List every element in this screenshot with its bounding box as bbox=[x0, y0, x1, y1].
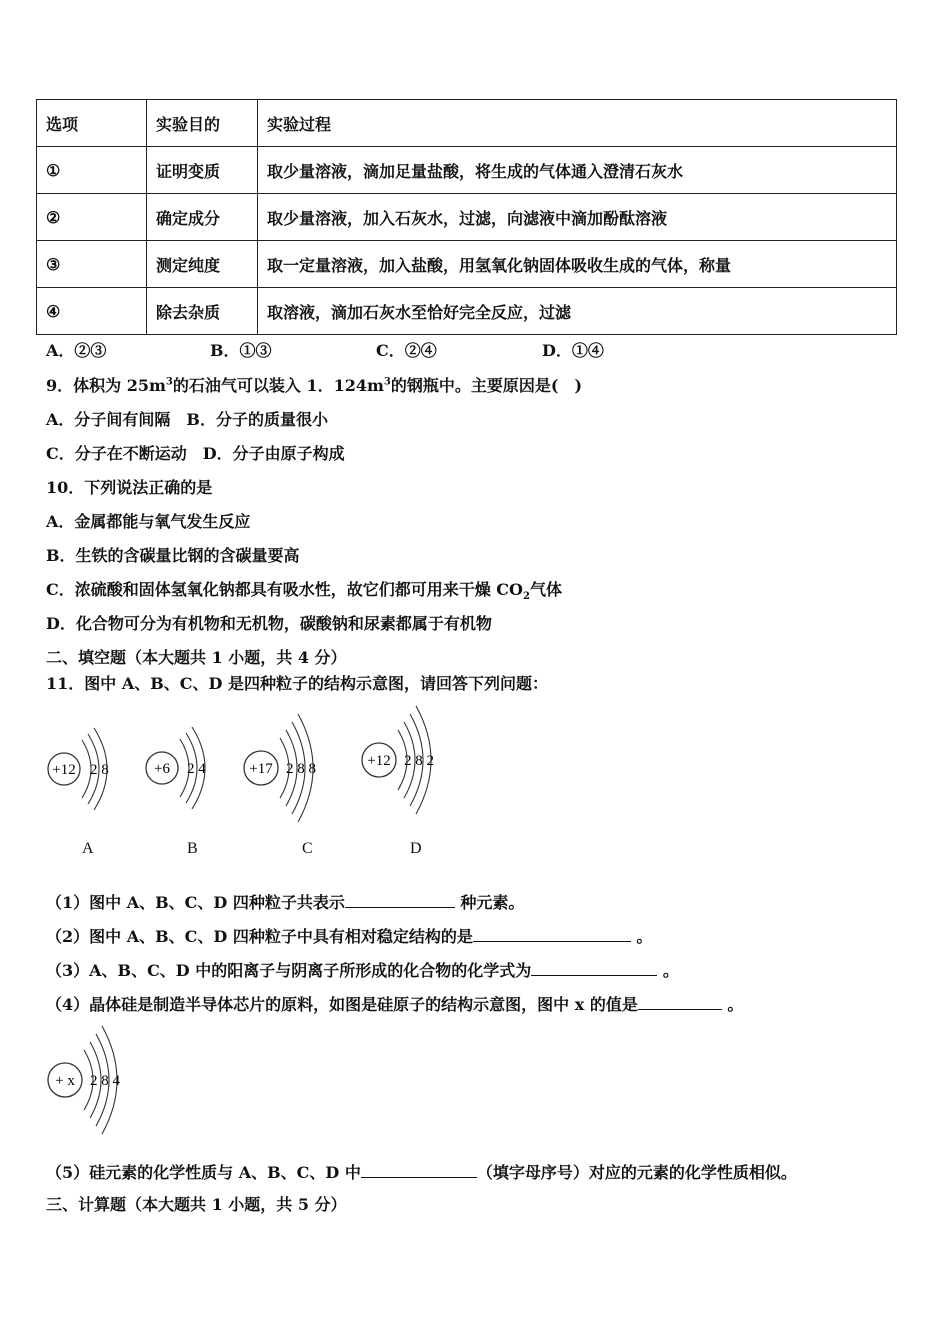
q11-part-4: （4）晶体硅是制造半导体芯片的原料，如图是硅原子的结构示意图，图中 x 的值是 。 bbox=[46, 995, 744, 1014]
table-cell: 确定成分 bbox=[147, 194, 258, 241]
q11-part-1: （1）图中 A、B、C、D 四种粒子共表示 种元素。 bbox=[46, 893, 525, 912]
table-cell: 除去杂质 bbox=[147, 288, 258, 335]
table-header-cell: 实验过程 bbox=[258, 100, 897, 147]
q10-option-c: C．浓硫酸和固体氢氧化钠都具有吸水性，故它们都可用来干燥 $CO_2$气体 bbox=[46, 580, 562, 603]
shell-electrons: 2 8 4 bbox=[90, 1073, 120, 1089]
atom-diagram-a bbox=[46, 722, 126, 816]
table-header-cell: 选项 bbox=[37, 100, 147, 147]
atom-diagram-c bbox=[242, 710, 342, 829]
section-2-heading: 二、填空题（本大题共 1 小题，共 4 分） bbox=[46, 648, 347, 667]
nucleus-label: +12 bbox=[367, 753, 391, 769]
atom-label-b: B bbox=[187, 840, 198, 857]
answer-blank[interactable] bbox=[638, 993, 722, 1010]
q9-stem: 9．体积为 $25m^3$的石油气可以装入 1．$124m^3$的钢瓶中。主要原因是( ) bbox=[46, 376, 583, 395]
q10-option-d: D．化合物可分为有机物和无机物，碳酸钠和尿素都属于有机物 bbox=[46, 614, 492, 633]
silicon-atom-diagram bbox=[46, 1022, 146, 1141]
table-row bbox=[37, 147, 897, 194]
q10-stem: 10．下列说法正确的是 bbox=[46, 478, 213, 497]
table-cell: 取少量溶液，加入石灰水，过滤，向滤液中滴加酚酞溶液 bbox=[258, 194, 897, 241]
shell-electrons: 2 8 bbox=[90, 762, 109, 778]
section-3-heading: 三、计算题（本大题共 1 小题，共 5 分） bbox=[46, 1195, 347, 1214]
answer-blank[interactable] bbox=[473, 925, 631, 942]
choice-b: B．①③ bbox=[210, 341, 272, 360]
table-cell: ③ bbox=[37, 241, 147, 288]
shell-electrons: 2 8 2 bbox=[404, 753, 434, 769]
choice-d: D．①④ bbox=[542, 341, 604, 360]
q11-part-5: （5）硅元素的化学性质与 A、B、C、D 中 （填字母序号）对应的元素的化学性质相似。 bbox=[46, 1163, 797, 1182]
table-cell: ② bbox=[37, 194, 147, 241]
choice-a: A．②③ bbox=[46, 341, 107, 360]
table-cell: 证明变质 bbox=[147, 147, 258, 194]
atom-label-a: A bbox=[82, 840, 94, 857]
q11-stem: 11．图中 A、B、C、D 是四种粒子的结构示意图，请回答下列问题： bbox=[46, 674, 548, 693]
table-cell: 测定纯度 bbox=[147, 241, 258, 288]
q9-options-2: C．分子在不断运动 D．分子由原子构成 bbox=[46, 444, 345, 463]
q10-option-b: B．生铁的含碳量比钢的含碳量要高 bbox=[46, 546, 300, 565]
table-header-cell: 实验目的 bbox=[147, 100, 258, 147]
table-cell: ① bbox=[37, 147, 147, 194]
table-header-row bbox=[37, 100, 897, 147]
shell-electrons: 2 8 8 bbox=[286, 761, 316, 777]
table-cell: ④ bbox=[37, 288, 147, 335]
atom-diagram-b bbox=[144, 722, 224, 816]
answer-blank[interactable] bbox=[345, 891, 455, 908]
table-row bbox=[37, 241, 897, 288]
atom-label-d: D bbox=[410, 840, 422, 857]
table-row bbox=[37, 288, 897, 335]
nucleus-label: +12 bbox=[52, 762, 76, 778]
nucleus-label: + x bbox=[55, 1073, 75, 1089]
shell-electrons: 2 4 bbox=[187, 761, 206, 777]
table-cell: 取溶液，滴加石灰水至恰好完全反应，过滤 bbox=[258, 288, 897, 335]
nucleus-label: +6 bbox=[154, 761, 170, 777]
q11-part-2: （2）图中 A、B、C、D 四种粒子中具有相对稳定结构的是 。 bbox=[46, 927, 653, 946]
table-cell: 取一定量溶液，加入盐酸，用氢氧化钠固体吸收生成的气体，称量 bbox=[258, 241, 897, 288]
experiment-table bbox=[36, 99, 897, 335]
q11-part-3: （3）A、B、C、D 中的阳离子与阴离子所形成的化合物的化学式为 。 bbox=[46, 961, 679, 980]
table-cell: 取少量溶液，滴加足量盐酸，将生成的气体通入澄清石灰水 bbox=[258, 147, 897, 194]
atom-label-c: C bbox=[302, 840, 313, 857]
q9-options-1: A．分子间有间隔 B．分子的质量很小 bbox=[46, 410, 328, 429]
answer-blank[interactable] bbox=[361, 1161, 477, 1178]
q10-option-a: A．金属都能与氧气发生反应 bbox=[46, 512, 251, 531]
nucleus-label: +17 bbox=[249, 761, 273, 777]
atom-diagram-d bbox=[360, 702, 460, 821]
answer-blank[interactable] bbox=[531, 959, 657, 976]
table-row bbox=[37, 194, 897, 241]
choice-c: C．②④ bbox=[376, 341, 437, 360]
